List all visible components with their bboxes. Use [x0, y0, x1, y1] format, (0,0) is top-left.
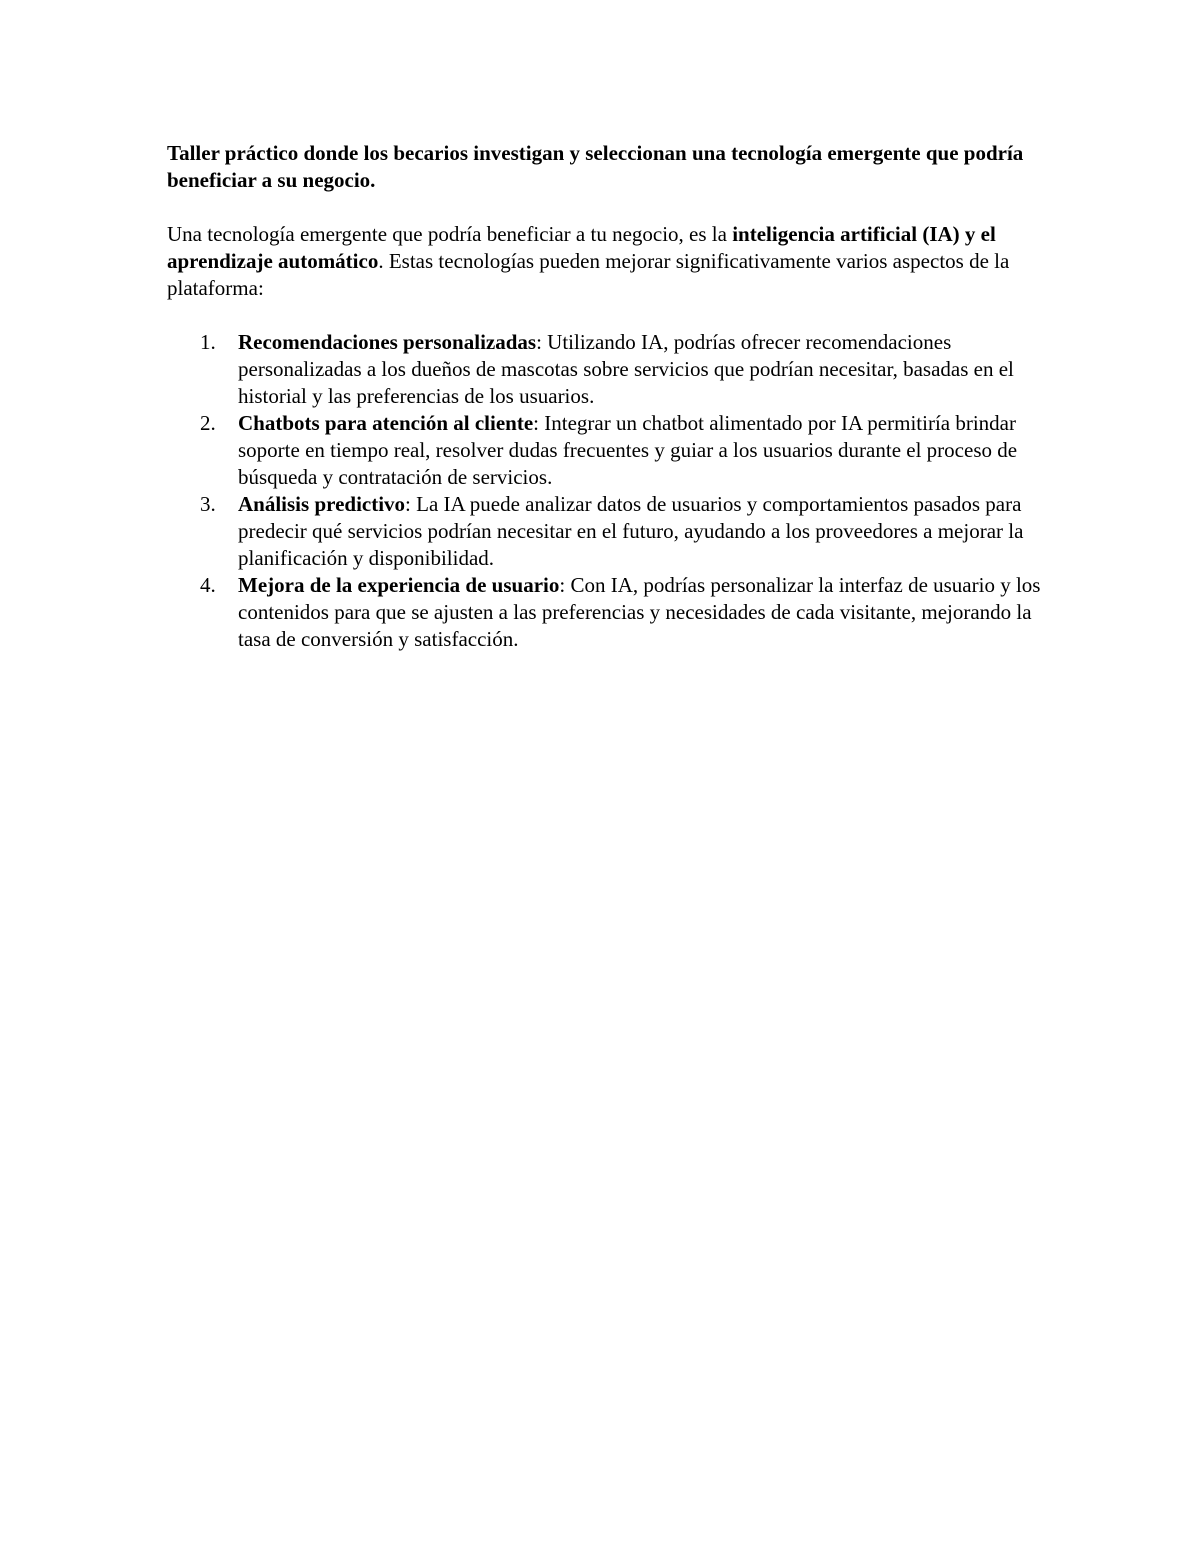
benefits-list [167, 329, 1047, 653]
intro-text-start: Una tecnología emergente que podría beneficiar a tu negocio, es la [167, 222, 733, 246]
list-item-number: 3. [200, 492, 216, 516]
list-item-text: : Integrar un chatbot alimentado por IA permitiría brindar soporte en tiempo real, resolver dudas frecuentes y guiar a los usuarios durante el proceso de búsqueda y contratación de servicios. [238, 411, 1018, 489]
list-item-text: : Con IA, podrías personalizar la interfaz de usuario y los contenidos para que se ajusten a las preferencias y necesidades de cada visitante, mejorando la tasa de conversión y satisfacción. [238, 573, 1041, 651]
list-item-heading: Recomendaciones personalizadas [238, 330, 537, 354]
list-item-number: 1. [200, 330, 216, 354]
list-item [200, 491, 1047, 572]
list-item-number: 2. [200, 411, 216, 435]
document-title: Taller práctico donde los becarios investigan y seleccionan una tecnología emergente que podría beneficiar a su negocio. [167, 141, 1024, 192]
list-item-heading: Análisis predictivo [238, 492, 406, 516]
list-item-heading: Chatbots para atención al cliente [238, 411, 534, 435]
list-item-number: 4. [200, 573, 216, 597]
list-item-text: : Utilizando IA, podrías ofrecer recomendaciones personalizadas a los dueños de mascotas sobre servicios que podrían necesitar, basadas en el historial y las preferencias de los usuarios. [238, 330, 1014, 408]
list-item-heading: Mejora de la experiencia de usuario [238, 573, 560, 597]
document-body [167, 140, 1047, 653]
list-item-text: : La IA puede analizar datos de usuarios y comportamientos pasados para predecir qué servicios podrían necesitar en el futuro, ayudando a los proveedores a mejorar la planificación y disponibilidad. [238, 492, 1024, 570]
intro-highlight: inteligencia artificial (IA) y el aprendizaje automático [167, 222, 996, 273]
list-item [200, 572, 1047, 653]
intro-text-end: . Estas tecnologías pueden mejorar significativamente varios aspectos de la plataforma: [167, 249, 1010, 300]
list-item [200, 410, 1047, 491]
list-item [200, 329, 1047, 410]
intro-paragraph [167, 221, 1047, 302]
